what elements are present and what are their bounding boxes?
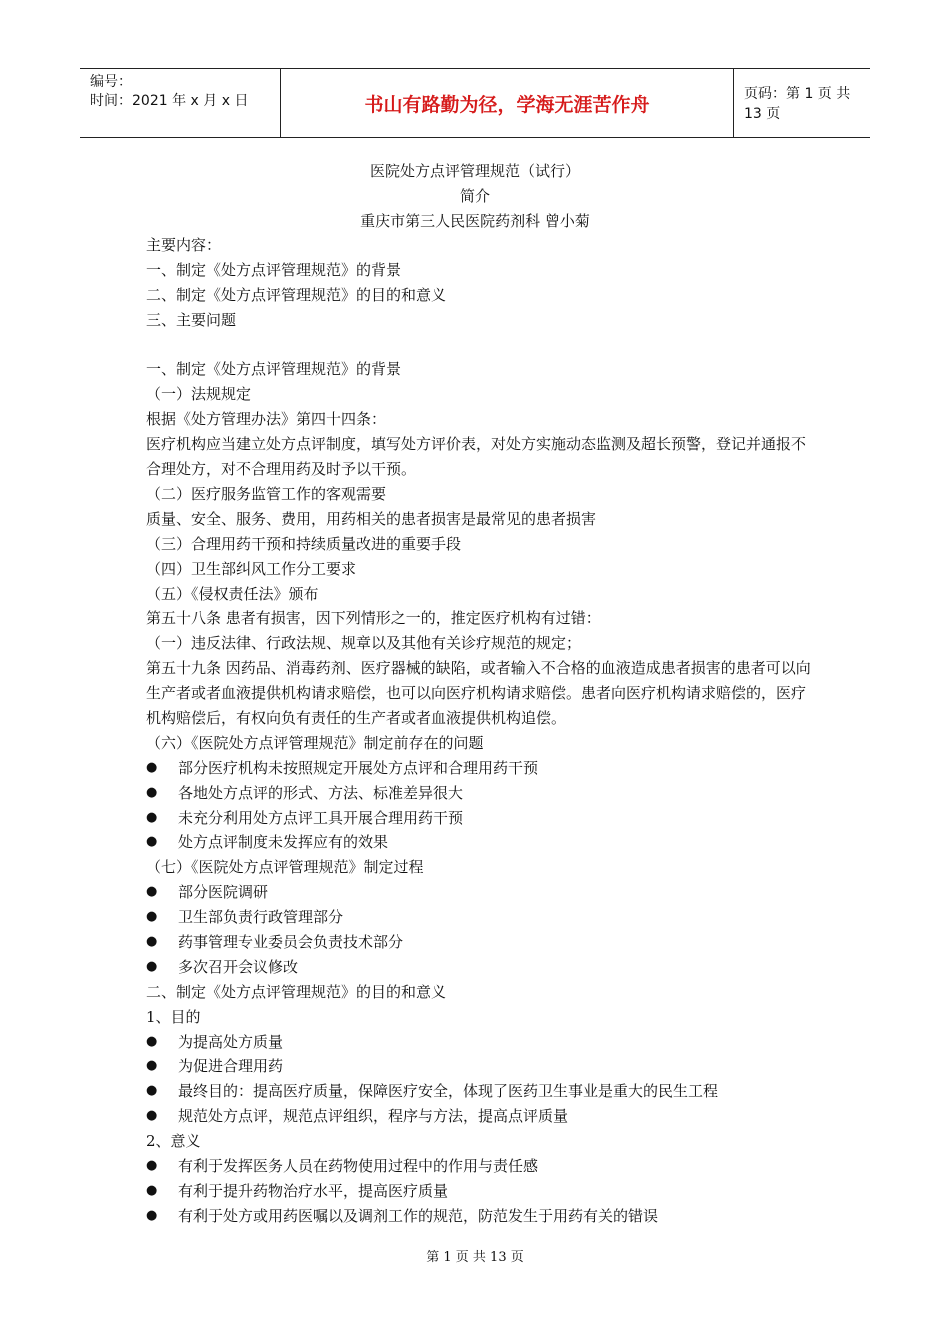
bullet-text: 有利于处方或用药医嘱以及调剂工作的规范，防范发生于用药有关的错误 — [178, 1206, 659, 1225]
bullet-dot-icon: ● — [146, 1158, 158, 1174]
bullet-text: 规范处方点评，规范点评组织，程序与方法，提高点评质量 — [178, 1107, 569, 1126]
blank-line — [146, 333, 816, 358]
bullet-item — [146, 905, 816, 930]
paragraph: 第五十九条 因药品、消毒药剂、医疗器械的缺陷，或者输入不合格的血液造成患者损害的患者可以向生产者或者血液提供机构请求赔偿，也可以向医疗机构请求赔偿。患者向医疗机构请求赔偿的，医疗机构赔偿后，有权向负有责任的生产者或者血液提供机构追偿。 — [146, 659, 811, 727]
bullet-dot-icon: ● — [146, 759, 158, 775]
header-motto: 书山有路勤为径，学海无涯苦作舟 — [280, 69, 734, 137]
bullet-dot-icon: ● — [146, 1207, 158, 1223]
text-line: （七）《医院处方点评管理规范》制定过程 — [146, 858, 424, 877]
page-footer: 第 1 页 共 13 页 — [426, 1250, 524, 1265]
bullet-dot-icon: ● — [146, 809, 158, 825]
text-line: 质量、安全、服务、费用，用药相关的患者损害是最常见的患者损害 — [146, 509, 597, 528]
bullet-text: 最终目的：提高医疗质量，保障医疗安全，体现了医药卫生事业是重大的民生工程 — [178, 1082, 719, 1101]
header-page-info: 页码：第 1 页 共 13 页 — [744, 86, 851, 122]
bullet-dot-icon: ● — [146, 784, 158, 800]
bullet-text: 为促进合理用药 — [178, 1057, 284, 1076]
bullet-text: 处方点评制度未发挥应有的效果 — [178, 833, 389, 852]
document-header — [80, 68, 870, 138]
bullet-item — [146, 880, 816, 905]
bullet-item — [146, 781, 816, 806]
bullet-text: 有利于提升药物治疗水平，提高医疗质量 — [178, 1181, 449, 1200]
bullet-item — [146, 955, 816, 980]
text-line: （五）《侵权责任法》颁布 — [146, 584, 319, 603]
bullet-item — [146, 756, 816, 781]
document-subtitle: 简介 — [459, 187, 490, 205]
bullet-dot-icon: ● — [146, 1083, 158, 1099]
bullet-text: 部分医院调研 — [178, 883, 269, 902]
bullet-item — [146, 1204, 816, 1229]
bullet-text: 部分医疗机构未按照规定开展处方点评和合理用药干预 — [178, 758, 539, 777]
bullet-item — [146, 1104, 816, 1129]
header-time-label: 时间：2021 年 x 月 x 日 — [90, 93, 249, 109]
text-line: 二、制定《处方点评管理规范》的目的和意义 — [146, 285, 447, 304]
bullet-text: 各地处方点评的形式、方法、标准差异很大 — [178, 783, 464, 802]
text-line: （一）违反法律、行政法规、规章以及其他有关诊疗规范的规定； — [146, 634, 582, 653]
text-line: （六）《医院处方点评管理规范》制定前存在的问题 — [146, 733, 484, 752]
text-line: （一）法规规定 — [146, 385, 252, 404]
text-line: 根据《处方管理办法》第四十四条： — [146, 410, 387, 429]
bullet-item — [146, 1054, 816, 1079]
bullet-dot-icon: ● — [146, 1058, 158, 1074]
bullet-dot-icon: ● — [146, 1033, 158, 1049]
text-line: 第五十八条 患者有损害，因下列情形之一的，推定医疗机构有过错： — [146, 609, 601, 628]
bullet-text: 卫生部负责行政管理部分 — [178, 908, 344, 927]
text-line: 一、制定《处方点评管理规范》的背景 — [146, 260, 402, 279]
bullet-dot-icon: ● — [146, 834, 158, 850]
document-body — [146, 233, 816, 1229]
text-line: 2、意义 — [146, 1132, 201, 1151]
bullet-dot-icon: ● — [146, 934, 158, 950]
bullet-text: 为提高处方质量 — [178, 1032, 284, 1051]
bullet-text: 有利于发挥医务人员在药物使用过程中的作用与责任感 — [178, 1157, 539, 1176]
header-number-label: 编号： — [90, 74, 132, 90]
header-meta — [80, 69, 280, 137]
bullet-item — [146, 830, 816, 855]
bullet-text: 药事管理专业委员会负责技术部分 — [178, 933, 404, 952]
bullet-dot-icon: ● — [146, 1108, 158, 1124]
bullet-text: 未充分利用处方点评工具开展合理用药干预 — [178, 808, 464, 827]
bullet-dot-icon: ● — [146, 909, 158, 925]
text-line: 二、制定《处方点评管理规范》的目的和意义 — [146, 982, 447, 1001]
bullet-item — [146, 1079, 816, 1104]
paragraph: 医疗机构应当建立处方点评制度，填写处方评价表，对处方实施动态监测及超长预警，登记并通报不合理处方，对不合理用药及时予以干预。 — [146, 435, 807, 479]
text-line: （二）医疗服务监管工作的客观需要 — [146, 484, 387, 503]
bullet-item — [146, 1030, 816, 1055]
bullet-item — [146, 930, 816, 955]
text-line: 一、制定《处方点评管理规范》的背景 — [146, 360, 402, 379]
bullet-item — [146, 1179, 816, 1204]
bullet-dot-icon: ● — [146, 958, 158, 974]
bullet-item — [146, 1154, 816, 1179]
text-line: 主要内容： — [146, 236, 222, 254]
text-line: （三）合理用药干预和持续质量改进的重要手段 — [146, 534, 462, 553]
document-author: 重庆市第三人民医院药剂科 曾小菊 — [360, 212, 590, 230]
text-line: 三、主要问题 — [146, 310, 237, 329]
text-line: 1、目的 — [146, 1007, 201, 1026]
bullet-dot-icon: ● — [146, 884, 158, 900]
bullet-text: 多次召开会议修改 — [178, 957, 299, 976]
bullet-item — [146, 806, 816, 831]
document-title: 医院处方点评管理规范（试行） — [369, 162, 580, 180]
text-line: （四）卫生部纠风工作分工要求 — [146, 559, 357, 578]
bullet-dot-icon: ● — [146, 1182, 158, 1198]
